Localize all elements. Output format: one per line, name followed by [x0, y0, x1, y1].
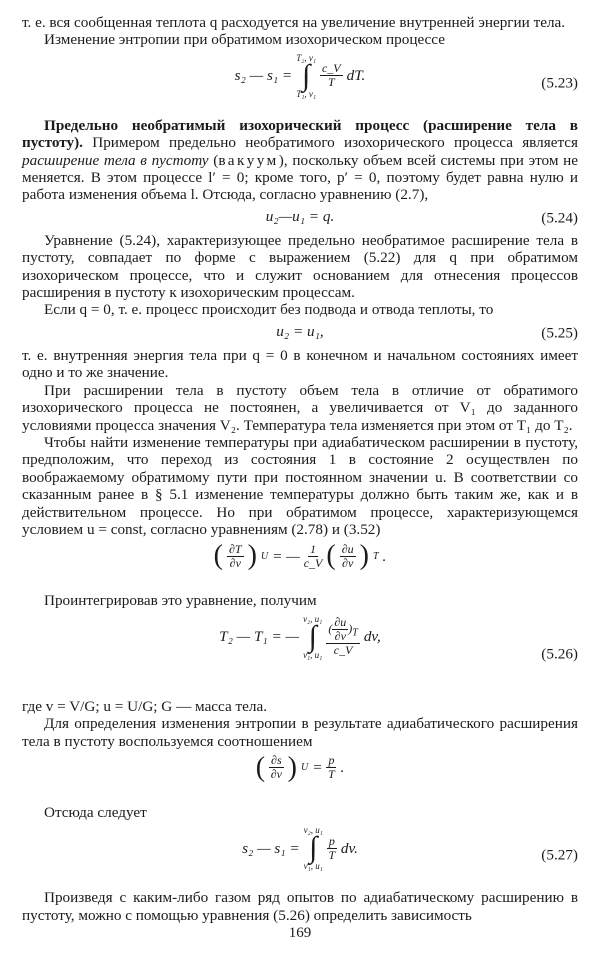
eq-body: u₂—u₁ = q. — [265, 207, 335, 225]
paragraph: Произведя с каким-либо газом ряд опытов по адиабатическому расширению в пустоту, можно с помощью уравнения (5.26) определить зависимость — [22, 889, 578, 924]
subscript: T — [372, 550, 379, 562]
fraction — [304, 543, 323, 570]
denominator: ∂v — [270, 767, 282, 782]
eq-tail: . — [340, 759, 345, 777]
integral-glyph: ∫ — [301, 58, 311, 92]
numerator: ∂T — [228, 541, 242, 556]
numerator: p — [328, 833, 335, 848]
equation-number: (5.24) — [541, 209, 578, 227]
upper-limit: v₂, u₁ — [303, 613, 323, 624]
paragraph: т. е. вся сообщенная теплота q расходуется на увеличение внутренней энергии тела. — [22, 14, 566, 31]
integral-glyph: ∫ — [308, 619, 317, 653]
equation-dT-dv: ( $\frac{\partial T}{\partial v}$ ) U = — $\frac{1}{c\_V}$ ( $\frac{\partial u}{\partial v}$ ) T . — [213, 540, 387, 572]
eq-lhs: s₂ — s₁ = — [242, 839, 300, 857]
eq-body: u₂ = u₁, — [276, 322, 324, 340]
equation-ds-dv: ( $\frac{\partial s}{\partial v}$ ) U = $\frac{p}{T}$ . — [255, 751, 345, 783]
numerator: ∂s — [271, 753, 282, 768]
equation-number: (5.25) — [541, 324, 578, 342]
denominator: ∂v — [334, 629, 346, 644]
paragraph: где v = V/G; u = U/G; G — масса тела. — [22, 697, 268, 715]
denominator: T — [327, 75, 335, 90]
paragraph: Для определения изменения энтропии в результате адиабатического расширения тела в пустоту воспользуемся соотношением — [22, 715, 578, 750]
numerator: ( $\frac{\partial u}{\partial v}$ )$_T$ — [328, 615, 358, 644]
lower-limit: T₁, v₁ — [296, 88, 316, 99]
page-body — [22, 14, 578, 924]
eq-lhs: T₂ — T₁ = — — [219, 628, 300, 646]
paragraph: При расширении тела в пустоту объем тела в отличие от обратимого изохорического процесса не постоянен, а увеличивается от V₁ до заданного условиями процесса значения V₂. Температура тела изменяется при этом от T₁ до T₂. — [22, 381, 578, 434]
equation-5-27 — [22, 825, 578, 885]
text: поскольку объем всей системы при этом не меняется. В этом процессе l′ = 0; кроме того, p′ = 0, поэтому будет равна нулю и работа изменения объема l. Отсюда, согласно уравнению (2.7), — [22, 151, 578, 204]
upper-limit: T₂, v₁ — [296, 52, 316, 63]
eq-tail: dv. — [340, 839, 358, 857]
denominator: T — [328, 767, 335, 782]
denominator: T — [328, 847, 336, 862]
numerator: p — [328, 753, 335, 768]
paragraph: Предельно необратимый изохорический процесс (расширение тела в пустоту). Примером предельно необратимого изохорического процесса является расширение тела в пустоту (вакуум), поскольку объем всей системы при этом не меняется. В этом процессе l′ = 0; кроме того, p′ = 0, поэтому будет равна нулю и работа изменения объема l. Отсюда, согласно уравнению (2.7), — [22, 116, 579, 204]
text: Примером предельно необратимого изохорического процесса является — [92, 134, 579, 152]
eq-tail: dT. — [346, 67, 366, 85]
paragraph: Если q = 0, т. е. процесс происходит без подвода и отвода теплоты, то — [44, 301, 494, 319]
fraction — [326, 616, 360, 657]
numerator: ∂u — [341, 541, 354, 556]
equation-5-25 — [22, 323, 578, 343]
equation-5-23 — [22, 53, 578, 113]
paragraph: Изменение энтропии при обратимом изохорическом процессе — [44, 31, 445, 49]
integral-glyph: ∫ — [309, 831, 318, 865]
equation-number: (5.27) — [541, 846, 578, 864]
fraction — [327, 835, 337, 862]
denominator: c_V — [333, 643, 353, 658]
eq-sign: = — [312, 759, 323, 777]
eq-sign: = — — [272, 547, 300, 565]
eq-tail: . — [382, 547, 387, 565]
integral-sign — [304, 825, 323, 871]
integral-sign — [296, 53, 316, 99]
equation-number: (5.23) — [541, 74, 578, 92]
numerator: ∂u — [334, 615, 347, 630]
fraction — [320, 62, 343, 89]
paragraph: Проинтегрировав это уравнение, получим — [44, 592, 317, 610]
denominator: ∂v — [229, 555, 241, 570]
numerator: 1 — [310, 541, 317, 556]
upper-limit: v₂, u₁ — [303, 825, 323, 836]
eq-lhs: s₂ — s₁ = — [234, 67, 293, 85]
subscript: U — [300, 762, 309, 774]
paragraph: Отсюда следует — [44, 803, 147, 821]
spaced-term: вакуум — [218, 151, 279, 169]
paragraph: т. е. внутренняя энергия тела при q = 0 в конечном и начальном состояниях имеет одно и то же значение. — [22, 346, 578, 382]
section-heading: Предельно необратимый изохорический процесс (расширение тела в пустоту). — [22, 116, 578, 152]
subscript: T — [352, 627, 358, 639]
paragraph: Уравнение (5.24), характеризующее предельно необратимое расширение тела в пустоту, совпадает по форме с выражением (5.22) для q при обратимом изохорическом процессе, что и служит основанием для отнесения процессов расширения в пустоту к изохорическим процессам. — [22, 231, 578, 302]
fraction — [269, 754, 284, 781]
fraction — [326, 754, 336, 781]
inner-fraction — [332, 616, 348, 643]
fraction — [340, 543, 356, 570]
integral-sign — [303, 614, 322, 660]
paragraph: Чтобы найти изменение температуры при адиабатическом расширении в пустоту, предположим, что переход из состояния 1 в состояние 2 осуществлен по воображаемому обратимому пути при постоянном значении u. В соответствии со сказанным ранее в § 5.1 изменение температуры должно быть таким же, как и в действительном процессе. Но при обратимом процессе, характеризующемся условием u = const, согласно уравнениям (2.78) и (3.52) — [22, 433, 578, 538]
fraction — [227, 543, 244, 570]
equation-5-24 — [22, 208, 578, 228]
lower-limit: v₁, u₁ — [303, 649, 323, 660]
eq-tail: dv, — [363, 628, 381, 646]
equation-5-26 — [22, 614, 578, 694]
numerator: c_V — [321, 61, 341, 76]
equation-number: (5.26) — [541, 645, 578, 663]
lower-limit: v₁, u₁ — [303, 861, 323, 872]
subscript: U — [260, 550, 269, 562]
denominator: ∂v — [342, 555, 354, 570]
italic-term: расширение тела в пустоту — [22, 151, 209, 169]
page-number: 169 — [288, 925, 312, 941]
denominator: c_V — [303, 555, 323, 570]
